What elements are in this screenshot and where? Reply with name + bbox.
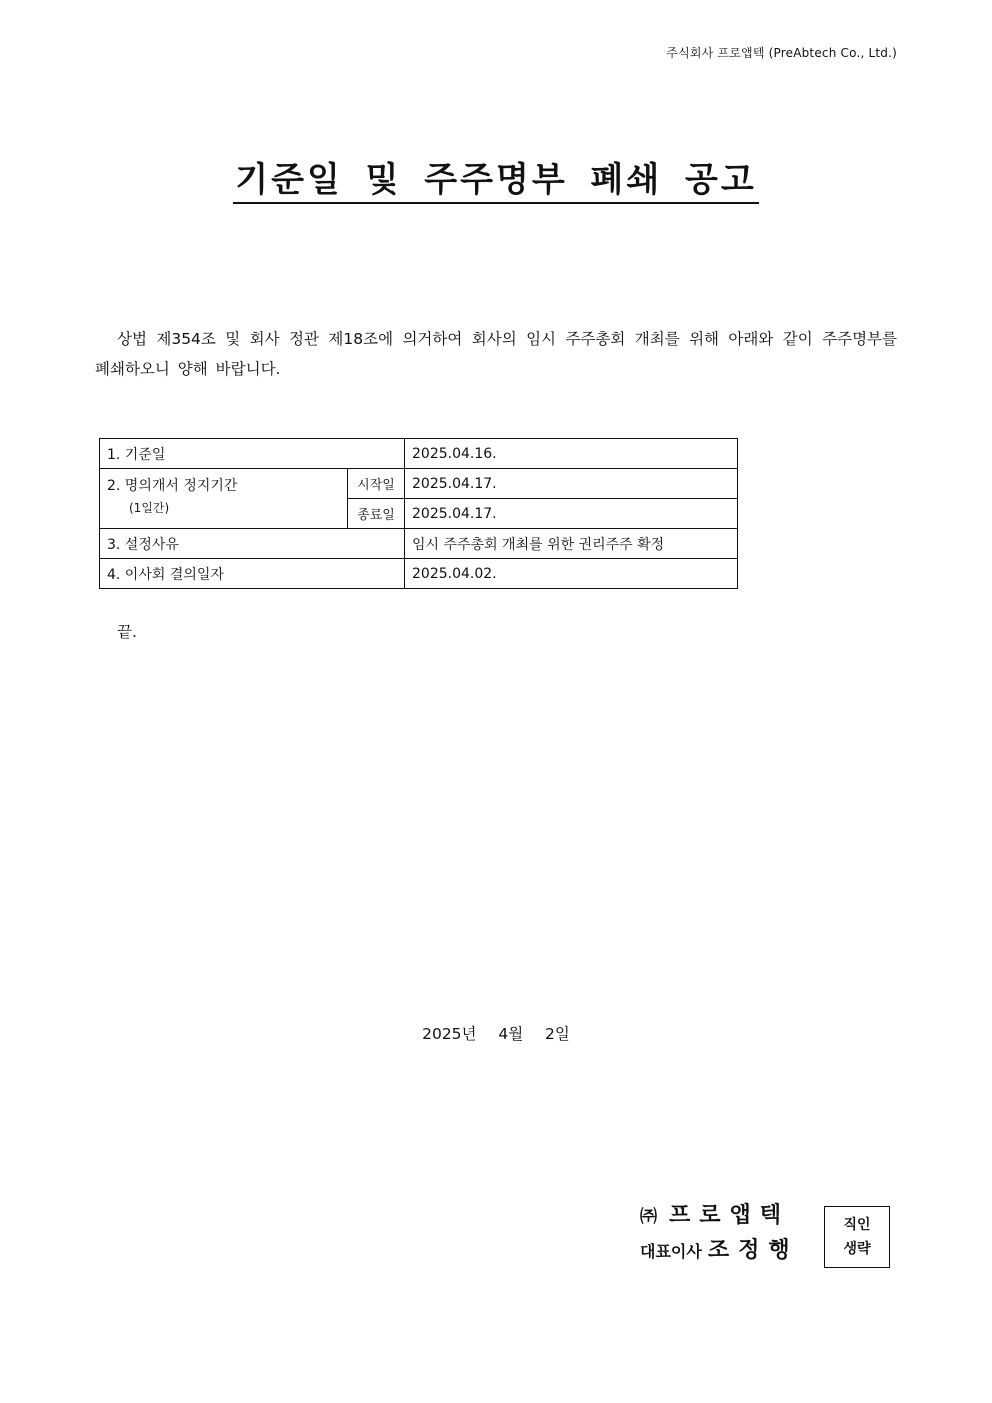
- table-row-suspension-start: [100, 469, 738, 499]
- suspension-period-note: (1일간): [129, 501, 170, 515]
- representative-title: 대표이사: [640, 1242, 702, 1261]
- signature-company: [640, 1200, 815, 1233]
- seal-line-2: 생략: [843, 1241, 871, 1257]
- end-mark: 끝.: [117, 623, 137, 641]
- reason-label: 3. 설정사유: [100, 529, 405, 559]
- start-date-value: 2025.04.17.: [405, 469, 738, 499]
- signature-company-name: 프로앱텍: [669, 1203, 791, 1228]
- table-row-board-resolution: [100, 559, 738, 589]
- representative-name: 조정행: [707, 1238, 799, 1263]
- header-company-name: 주식회사 프로앱텍 (PreAbtech Co., Ltd.): [666, 46, 897, 60]
- suspension-period-cell: [100, 469, 348, 529]
- end-date-label: 종료일: [348, 499, 405, 529]
- notice-details-table: [99, 438, 738, 589]
- document-title: 기준일 및 주주명부 폐쇄 공고: [233, 160, 758, 204]
- signature-block: [640, 1200, 815, 1268]
- table-row-record-date: [100, 439, 738, 469]
- board-resolution-value: 2025.04.02.: [405, 559, 738, 589]
- notice-body-text: 상법 제354조 및 회사 정관 제18조에 의거하여 회사의 임시 주주총회 개최를 위해 아래와 같이 주주명부를 폐쇄하오니 양해 바랍니다.: [95, 329, 897, 378]
- company-mark: ㈜: [640, 1207, 657, 1227]
- signature-representative: [640, 1235, 815, 1268]
- start-date-label: 시작일: [348, 469, 405, 499]
- end-date-value: 2025.04.17.: [405, 499, 738, 529]
- table-row-reason: [100, 529, 738, 559]
- seal-omitted-box: [824, 1206, 890, 1268]
- board-resolution-label: 4. 이사회 결의일자: [100, 559, 405, 589]
- record-date-label: 1. 기준일: [100, 439, 405, 469]
- seal-line-1: 직인: [843, 1217, 871, 1233]
- reason-value: 임시 주주총회 개최를 위한 권리주주 확정: [405, 529, 738, 559]
- record-date-value: 2025.04.16.: [405, 439, 738, 469]
- document-title-container: [0, 160, 992, 204]
- announcement-date: 2025년 4월 2일: [422, 1025, 570, 1043]
- suspension-period-label: 2. 명의개서 정지기간: [107, 478, 238, 494]
